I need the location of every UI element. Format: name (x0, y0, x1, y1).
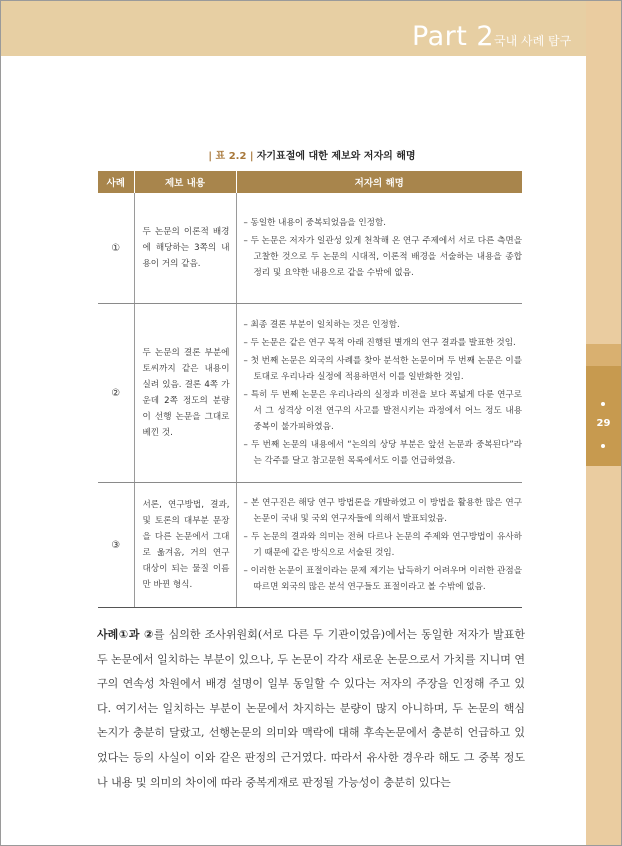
report-content: 서론, 연구방법, 결과, 및 토론의 대부분 문장을 다른 논문에서 그대로 옮겨옴, 거의 연구 대상이 되는 물질 이름만 바뀐 형식. (134, 483, 236, 608)
explanation-item: – 두 번째 논문의 내용에서 “논의의 상당 부분은 앞선 논문과 중복된다”라는 각주를 달고 참고문헌 목록에서도 이를 언급하였음. (243, 440, 522, 466)
explanation-item: – 첫 번째 논문은 외국의 사례를 찾아 분석한 논문이며 두 번째 논문은 이를 토대로 우리나라 실정에 적용하면서 이를 일반화한 것임. (243, 356, 522, 382)
side-tab-marker (586, 344, 621, 366)
explanation-item: – 이러한 논문이 표절이라는 문제 제기는 납득하기 어려우며 이러한 관점을 따르면 외국의 많은 분석 연구들도 표절이라고 볼 수밖에 없음. (243, 566, 522, 592)
paragraph-body: 를 심의한 조사위원회(서로 다른 두 기관이었음)에서는 동일한 저자가 발표한 두 논문에서 일치하는 부분이 있으나, 두 논문이 각각 새로운 논문으로서 가치를 지니며 연구의 연속성 차원에서 배경 설명이 일부 동일할 수 있다는 저자의 주장을 인정해 주고 있다. 여기서는 일치하는 부분이 논문에서 차지하는 분량이 많지 아니하며, 두 논문의 핵심 논지가 충분히 달랐고, 선행논문의 의미와 맥락에 대해 후속논문에서 충분히 언급하고 있었다는 등의 사실이 이와 같은 판정의 근거였다. 따라서 유사한 경우라 해도 그 중복 정도나 내용 및 의미의 차이에 따라 중복게재로 판정될 가능성이 충분히 있다는 (97, 628, 525, 789)
case-number: ② (98, 304, 134, 483)
table-caption-number: | 표 2.2 | (208, 151, 254, 162)
table-caption-title: 자기표절에 대한 제보와 저자의 해명 (256, 151, 416, 162)
explanation-item: – 동일한 내용이 중복되었음을 인정함. (243, 218, 386, 228)
body-paragraph (97, 623, 525, 795)
header-case: 사례 (98, 171, 134, 193)
explanation-item: – 특히 두 번째 논문은 우리나라의 실정과 비전을 보다 폭넓게 다룬 연구로서 그 성격상 이전 연구의 사고를 발전시키는 과정에서 어느 정도 내용 중복이 불가피하였음. (243, 390, 522, 432)
report-content: 두 논문의 결론 부분에 토씨까지 같은 내용이 실려 있음. 결론 4쪽 가운데 2쪽 정도의 분량이 선행 논문을 그대로 베낀 것. (134, 304, 236, 483)
author-explanation (236, 304, 522, 483)
paragraph-lead: 사례①과 ② (97, 628, 154, 641)
explanation-item: – 두 논문의 결과와 의미는 전혀 다르나 논문의 주제와 연구방법이 유사하기 때문에 같은 방식으로 서술된 것임. (243, 532, 522, 558)
author-explanation (236, 193, 522, 304)
chapter-title: 국내 사례 탐구 (494, 34, 572, 48)
explanation-item: – 최종 결론 부분이 일치하는 것은 인정함. (243, 320, 400, 330)
table-row (98, 304, 522, 483)
page-number: 29 (596, 418, 611, 429)
table-caption (100, 147, 524, 162)
side-page-tab (586, 366, 621, 466)
case-number: ③ (98, 483, 134, 608)
header-explanation: 저자의 해명 (236, 171, 522, 193)
case-number: ① (98, 193, 134, 304)
explanation-item: – 본 연구진은 해당 연구 방법론을 개발하였고 이 방법을 활용한 많은 연구 논문이 국내 및 국외 연구자들에 의해서 발표되었음. (243, 498, 522, 524)
explanation-item: – 두 논문은 저자가 일관성 있게 천착해 온 연구 주제에서 서로 다른 측면을 고찰한 것으로 두 논문의 시대적, 이론적 배경을 서술하는 내용을 종합 정리 및 요약한 내용으로 같을 수밖에 없음. (243, 236, 522, 278)
part-label: Part 2 (412, 21, 495, 52)
table-row (98, 193, 522, 304)
report-content: 두 논문의 이론적 배경에 해당하는 3쪽의 내용이 거의 같음. (134, 193, 236, 304)
dot-icon (601, 444, 605, 448)
table-row (98, 483, 522, 608)
dot-icon (601, 402, 605, 406)
explanation-item: – 두 논문은 같은 연구 목적 아래 진행된 별개의 연구 결과를 발표한 것임. (243, 338, 516, 348)
case-table (98, 171, 522, 608)
header-report: 제보 내용 (134, 171, 236, 193)
author-explanation (236, 483, 522, 608)
table-header-row (98, 171, 522, 193)
